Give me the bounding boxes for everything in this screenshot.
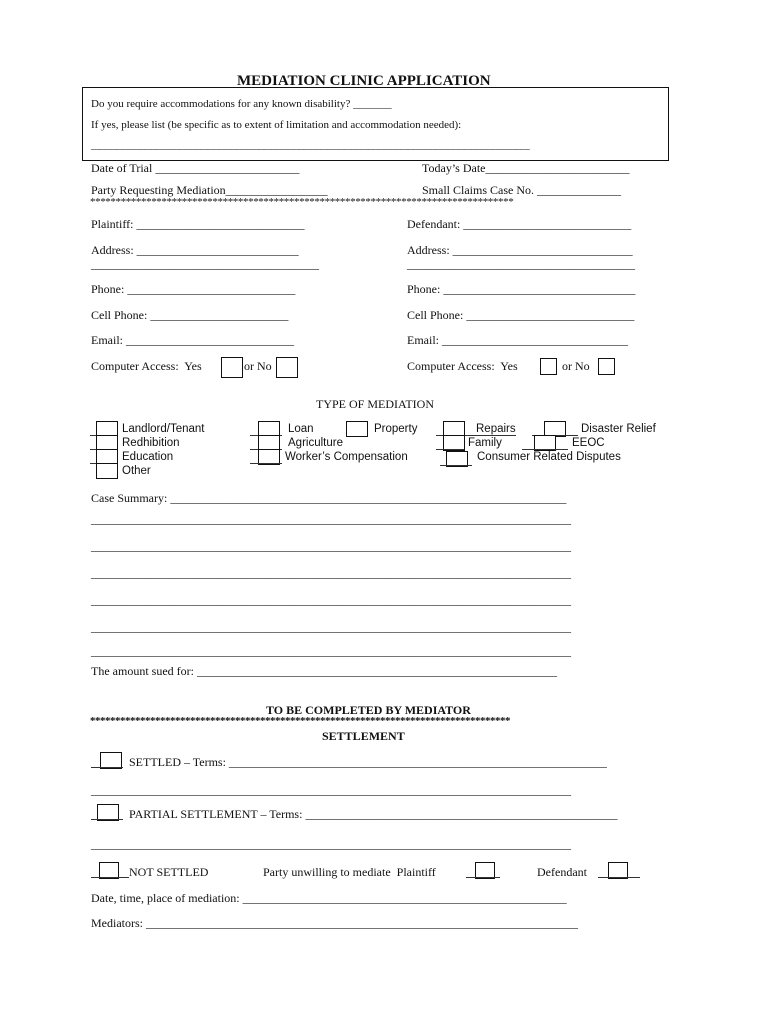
accommodation-question[interactable]: Do you require accommodations for any known disability? _______ — [91, 98, 392, 110]
partial-settlement-field[interactable]: PARTIAL SETTLEMENT – Terms: ____________________________________________________ — [129, 807, 618, 821]
settlement-heading: SETTLEMENT — [322, 729, 405, 743]
separator-stars: ************************************************************************************ — [90, 715, 510, 727]
mediators-field[interactable]: Mediators: ________________________________________________________________________ — [91, 916, 578, 930]
case-summary-line[interactable]: ________________________________________________________________________________ — [91, 644, 571, 658]
case-summary-line[interactable]: ________________________________________________________________________________ — [91, 539, 571, 553]
other-checkbox[interactable] — [96, 463, 118, 479]
consumer-label: Consumer Related Disputes — [477, 451, 621, 463]
landlord-tenant-label: Landlord/Tenant — [122, 423, 205, 435]
checkbox-underline — [91, 819, 123, 820]
plaintiff-cell-field[interactable]: Cell Phone: _______________________ — [91, 308, 289, 322]
defendant-computer-no-checkbox[interactable] — [598, 358, 615, 375]
case-summary-line[interactable]: ________________________________________________________________________________ — [91, 566, 571, 580]
partial-terms-line[interactable]: ________________________________________________________________________________ — [91, 837, 571, 851]
small-claims-no-field[interactable]: Small Claims Case No. ______________ — [422, 183, 621, 197]
defendant-cell-field[interactable]: Cell Phone: ____________________________ — [407, 308, 635, 322]
checkbox-underline — [598, 877, 640, 878]
property-label: Property — [374, 423, 418, 435]
amount-sued-field[interactable]: The amount sued for: ____________________________________________________________ — [91, 664, 557, 678]
date-place-field[interactable]: Date, time, place of mediation: ______________________________________________________ — [91, 891, 567, 905]
settled-terms-field[interactable]: SETTLED – Terms: _______________________________________________________________ — [129, 755, 607, 769]
date-of-trial-field[interactable]: Date of Trial ________________________ — [91, 161, 300, 175]
accommodation-list-label: If yes, please list (be specific as to extent of limitation and accommodation needed): — [91, 119, 462, 131]
workers-comp-label: Worker’s Compensation — [285, 451, 408, 463]
case-summary-line[interactable]: ________________________________________________________________________________ — [91, 620, 571, 634]
checkbox-underline — [250, 463, 282, 464]
checkbox-underline — [436, 449, 464, 450]
mediation-type-heading: TYPE OF MEDIATION — [316, 397, 434, 411]
property-checkbox[interactable] — [346, 421, 368, 437]
plaintiff-computer-yes-checkbox[interactable] — [221, 357, 243, 378]
defendant-computer-access-label: Computer Access: Yes — [407, 359, 518, 373]
separator-stars: *********************************************************************************** — [90, 196, 514, 208]
agriculture-label: Agriculture — [288, 437, 343, 449]
form-title: MEDIATION CLINIC APPLICATION — [237, 73, 491, 89]
plaintiff-phone-field[interactable]: Phone: ____________________________ — [91, 282, 296, 296]
loan-label: Loan — [288, 423, 314, 435]
case-summary-line[interactable]: ________________________________________________________________________________ — [91, 593, 571, 607]
defendant-or-no-label: or No — [562, 359, 590, 373]
case-summary-line[interactable]: ________________________________________________________________________________ — [91, 512, 571, 526]
eeoc-label: EEOC — [572, 437, 605, 449]
plaintiff-field[interactable]: Plaintiff: ____________________________ — [91, 217, 305, 231]
not-settled-label: NOT SETTLED — [129, 865, 209, 879]
unwilling-defendant-label: Defendant — [537, 865, 587, 879]
defendant-computer-yes-checkbox[interactable] — [540, 358, 557, 375]
repairs-label: Repairs — [476, 423, 516, 435]
plaintiff-email-field[interactable]: Email: ____________________________ — [91, 333, 294, 347]
other-label: Other — [122, 465, 151, 477]
redhibition-label: Redhibition — [122, 437, 180, 449]
settled-terms-line[interactable]: ________________________________________________________________________________ — [91, 783, 571, 797]
education-label: Education — [122, 451, 174, 463]
todays-date-field[interactable]: Today’s Date________________________ — [422, 161, 630, 175]
unwilling-plaintiff-label: Party unwilling to mediate Plaintiff — [263, 865, 436, 879]
checkbox-underline — [522, 449, 568, 450]
accommodation-line[interactable]: _____________________________________________________________________________ — [91, 139, 530, 151]
checkbox-underline — [440, 465, 472, 466]
plaintiff-address-field[interactable]: Address: ___________________________ — [91, 243, 299, 257]
checkbox-underline — [91, 877, 129, 878]
checkbox-underline — [91, 767, 123, 768]
party-requesting-field[interactable]: Party Requesting Mediation_________________ — [91, 183, 328, 197]
plaintiff-computer-access-label: Computer Access: Yes — [91, 359, 202, 373]
plaintiff-computer-no-checkbox[interactable] — [276, 357, 298, 378]
defendant-field[interactable]: Defendant: ____________________________ — [407, 217, 632, 231]
case-summary-field[interactable]: Case Summary: __________________________________________________________________ — [91, 491, 567, 505]
defendant-email-field[interactable]: Email: _______________________________ — [407, 333, 628, 347]
defendant-address-line2[interactable]: ______________________________________ — [407, 257, 635, 271]
disaster-relief-label: Disaster Relief — [581, 423, 656, 435]
plaintiff-or-no-label: or No — [244, 359, 272, 373]
defendant-phone-field[interactable]: Phone: ________________________________ — [407, 282, 636, 296]
mediator-heading: TO BE COMPLETED BY MEDIATOR — [266, 703, 471, 717]
plaintiff-address-line2[interactable]: ______________________________________ — [91, 257, 319, 271]
defendant-address-field[interactable]: Address: ______________________________ — [407, 243, 633, 257]
family-label: Family — [468, 437, 502, 449]
checkbox-underline — [466, 877, 500, 878]
